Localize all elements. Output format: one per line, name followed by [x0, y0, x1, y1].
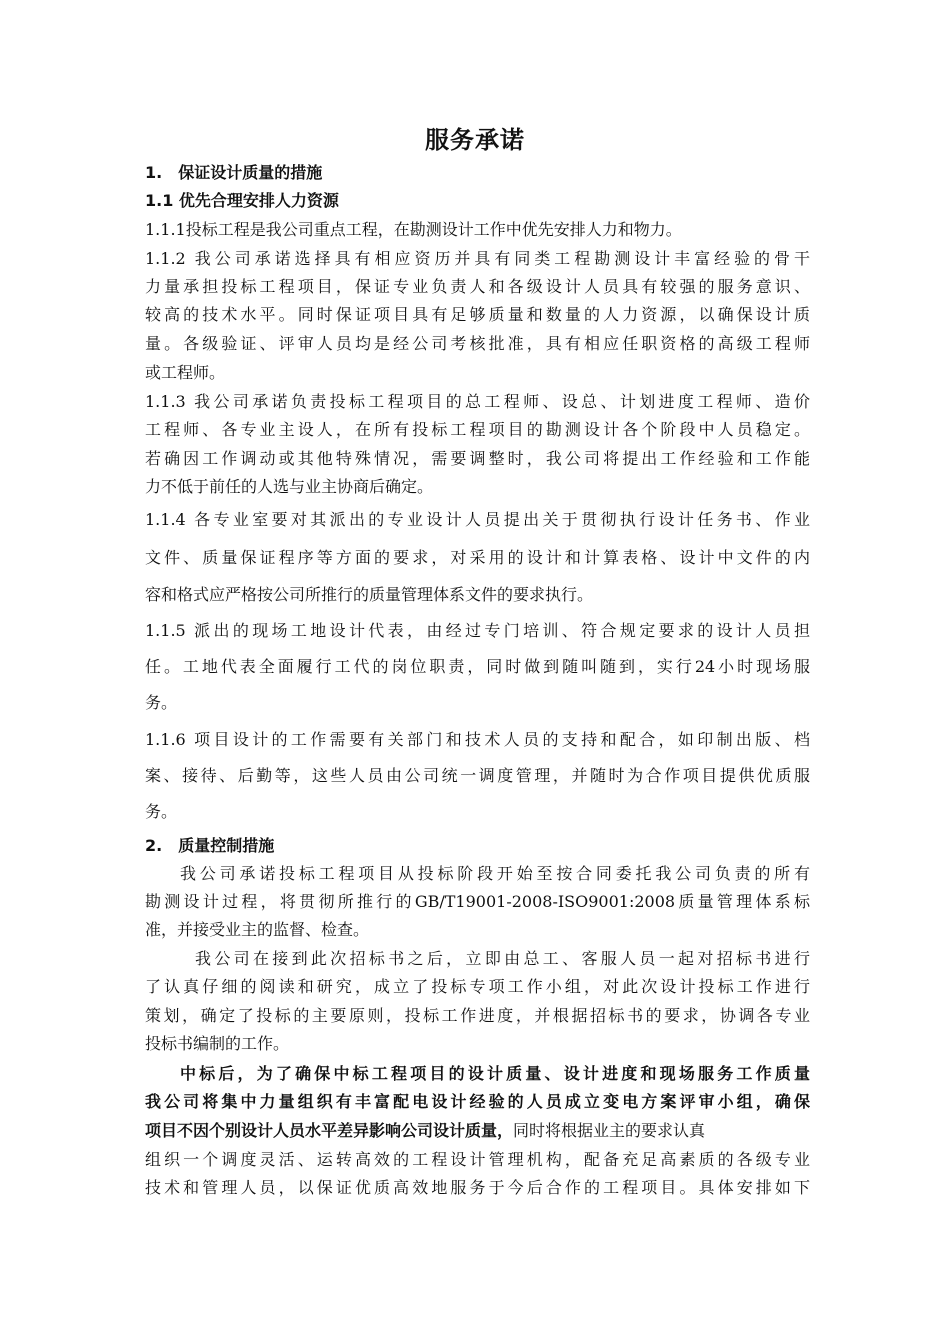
paragraph-line: 准，并接受业主的监督、检查。	[145, 920, 370, 939]
mixed-paragraph-line	[145, 1119, 810, 1143]
bold-paragraph-line: 中标后，为了确保中标工程项目的设计质量、设计进度和现场服务工作质量	[180, 1064, 810, 1083]
section-heading-1: 1. 保证设计质量的措施	[145, 163, 323, 182]
section-heading-2: 2. 质量控制措施	[145, 836, 275, 855]
paragraph-line: 案、接待、后勤等，这些人员由公司统一调度管理，并随时为合作项目提供优质服	[145, 766, 810, 785]
paragraph-line: 或工程师。	[145, 363, 226, 382]
paragraph-line: 较高的技术水平。同时保证项目具有足够质量和数量的人力资源，以确保设计质	[145, 305, 810, 324]
paragraph-line: 我公司在接到此次招标书之后，立即由总工、客服人员一起对招标书进行	[195, 949, 810, 968]
bold-paragraph-line: 我公司将集中力量组织有丰富配电设计经验的人员成立变电方案评审小组，确保	[145, 1092, 810, 1111]
paragraph-line: 我公司承诺投标工程项目从投标阶段开始至按合同委托我公司负责的所有	[180, 864, 810, 883]
paragraph-line: 务。	[145, 802, 178, 821]
paragraph-line: 务。	[145, 693, 178, 712]
paragraph-line: 1.1.3 我公司承诺负责投标工程项目的总工程师、设总、计划进度工程师、造价	[145, 392, 810, 411]
paragraph-line: 力量承担投标工程项目，保证专业负责人和各级设计人员具有较强的服务意识、	[145, 277, 810, 296]
page-title: 服务承诺	[425, 126, 525, 154]
paragraph-line: 1.1.6 项目设计的工作需要有关部门和技术人员的支持和配合，如印制出版、档	[145, 730, 810, 749]
paragraph-line: 组织一个调度灵活、运转高效的工程设计管理机构，配备充足高素质的各级专业	[145, 1150, 810, 1169]
paragraph-line: 投标书编制的工作。	[145, 1034, 290, 1053]
paragraph-line: 力不低于前任的人选与业主协商后确定。	[145, 477, 434, 496]
paragraph-line: 若确因工作调动或其他特殊情况，需要调整时，我公司将提出工作经验和工作能	[145, 449, 810, 468]
paragraph-line: 文件、质量保证程序等方面的要求，对采用的设计和计算表格、设计中文件的内	[145, 548, 810, 567]
paragraph-line: 工程师、各专业主设人，在所有投标工程项目的勘测设计各个阶段中人员稳定。	[145, 420, 810, 439]
paragraph-line: 量。各级验证、评审人员均是经公司考核批准，具有相应任职资格的高级工程师	[145, 334, 810, 353]
paragraph-line: 策划，确定了投标的主要原则，投标工作进度，并根据招标书的要求，协调各专业	[145, 1006, 810, 1025]
paragraph-line: 1.1.2 我公司承诺选择具有相应资历并具有同类工程勘测设计丰富经验的骨干	[145, 249, 810, 268]
paragraph-line: 1.1.4 各专业室要对其派出的专业设计人员提出关于贯彻执行设计任务书、作业	[145, 510, 810, 529]
paragraph-line: 勘测设计过程，将贯彻所推行的GB/T19001-2008-ISO9001:2008质量管理体系标	[145, 892, 810, 911]
paragraph-line: 了认真仔细的阅读和研究，成立了投标专项工作小组，对此次设计投标工作进行	[145, 977, 810, 996]
subsection-heading-1-1: 1.1 优先合理安排人力资源	[145, 191, 339, 210]
paragraph-line: 容和格式应严格按公司所推行的质量管理体系文件的要求执行。	[145, 585, 594, 604]
paragraph-line: 任。工地代表全面履行工代的岗位职责，同时做到随叫随到，实行24小时现场服	[145, 657, 810, 676]
paragraph-line: 1.1.1投标工程是我公司重点工程，在勘测设计工作中优先安排人力和物力。	[145, 220, 682, 239]
text-segment: 同时将根据业主的要求认真	[513, 1121, 706, 1140]
paragraph-line: 1.1.5 派出的现场工地设计代表，由经过专门培训、符合规定要求的设计人员担	[145, 621, 810, 640]
bold-text-segment: 项目不因个别设计人员水平差异影响公司设计质量，	[145, 1121, 514, 1140]
paragraph-line: 技术和管理人员，以保证优质高效地服务于今后合作的工程项目。具体安排如下	[145, 1178, 810, 1197]
